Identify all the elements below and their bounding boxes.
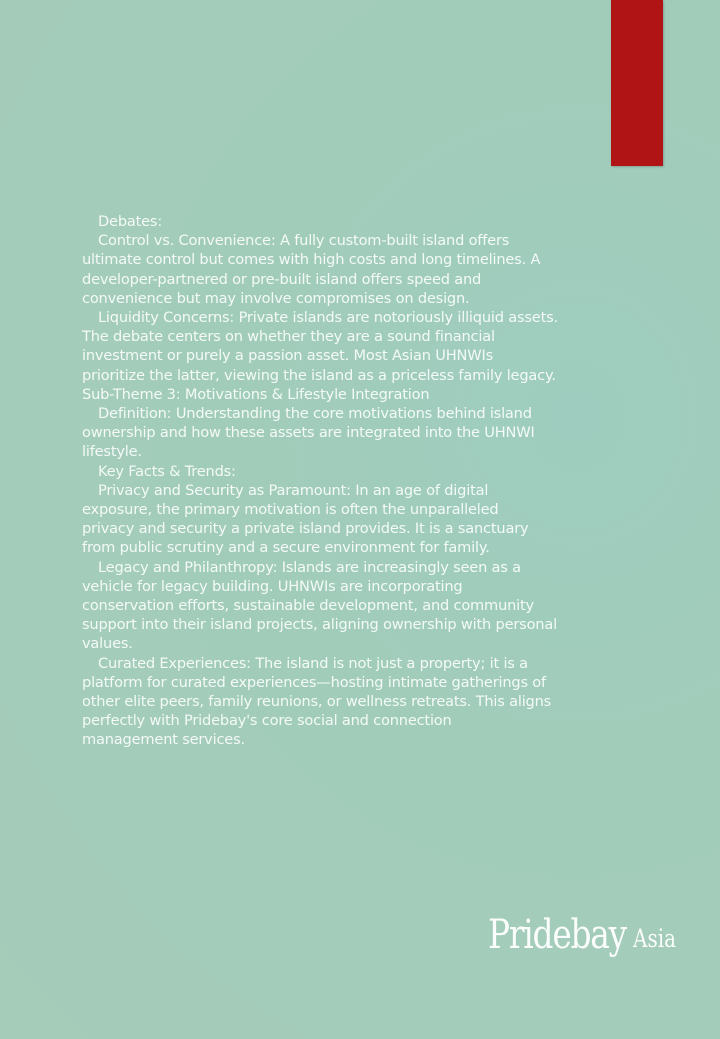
text-line: Curated Experiences: The island is not just a property; it is a [98, 654, 528, 672]
text-line: prioritize the latter, viewing the island as a priceless family legacy. [82, 366, 556, 384]
paragraph [82, 212, 612, 231]
logo-sub-text: Asia [633, 924, 677, 953]
paragraph [82, 231, 612, 308]
paragraph [82, 308, 612, 385]
text-line: Key Facts & Trends: [98, 462, 236, 480]
text-line: perfectly with Pridebay's core social and connection [82, 712, 452, 730]
text-line: Definition: Understanding the core motivations behind island [98, 405, 532, 423]
text-line: investment or purely a passion asset. Most Asian UHNWIs [82, 347, 493, 365]
text-line: lifestyle. [82, 443, 142, 461]
paragraph [82, 654, 612, 750]
text-line: from public scrutiny and a secure environment for family. [82, 539, 490, 557]
text-line: platform for curated experiences—hosting intimate gatherings of [82, 673, 546, 691]
text-line: Debates: [98, 213, 163, 230]
text-line: management services. [82, 731, 245, 749]
text-line: convenience but may involve compromises on design. [82, 289, 470, 307]
text-line: ultimate control but comes with high costs and long timelines. A [82, 251, 541, 269]
text-line: Control vs. Convenience: A fully custom-built island offers [98, 232, 510, 250]
text-line: Legacy and Philanthropy: Islands are increasingly seen as a [98, 558, 521, 576]
text-line: developer-partnered or pre-built island offers speed and [82, 270, 482, 288]
text-line: The debate centers on whether they are a sound financial [82, 328, 495, 346]
document-body [82, 212, 612, 750]
text-line: Privacy and Security as Paramount: In an age of digital [98, 481, 489, 499]
paragraph [82, 385, 612, 404]
paragraph [82, 481, 612, 558]
text-line: Sub-Theme 3: Motivations & Lifestyle Integration [82, 385, 430, 403]
text-line: exposure, the primary motivation is often the unparalleled [82, 501, 499, 519]
text-line: support into their island projects, aligning ownership with personal [82, 616, 557, 634]
text-line: ownership and how these assets are integrated into the UHNWI [82, 424, 535, 442]
paragraph [82, 404, 612, 462]
red-accent-bar [611, 0, 663, 166]
text-line: other elite peers, family reunions, or wellness retreats. This aligns [82, 693, 552, 711]
text-line: vehicle for legacy building. UHNWIs are incorporating [82, 577, 463, 595]
text-line: conservation efforts, sustainable development, and community [82, 597, 534, 615]
logo-main-text: Pridebay [488, 912, 626, 958]
paragraph [82, 462, 612, 481]
text-line: Liquidity Concerns: Private islands are notoriously illiquid assets. [98, 309, 558, 327]
paragraph [82, 558, 612, 654]
text-line: privacy and security a private island provides. It is a sanctuary [82, 520, 529, 538]
text-line: values. [82, 635, 133, 653]
pridebay-asia-logo [488, 912, 677, 958]
